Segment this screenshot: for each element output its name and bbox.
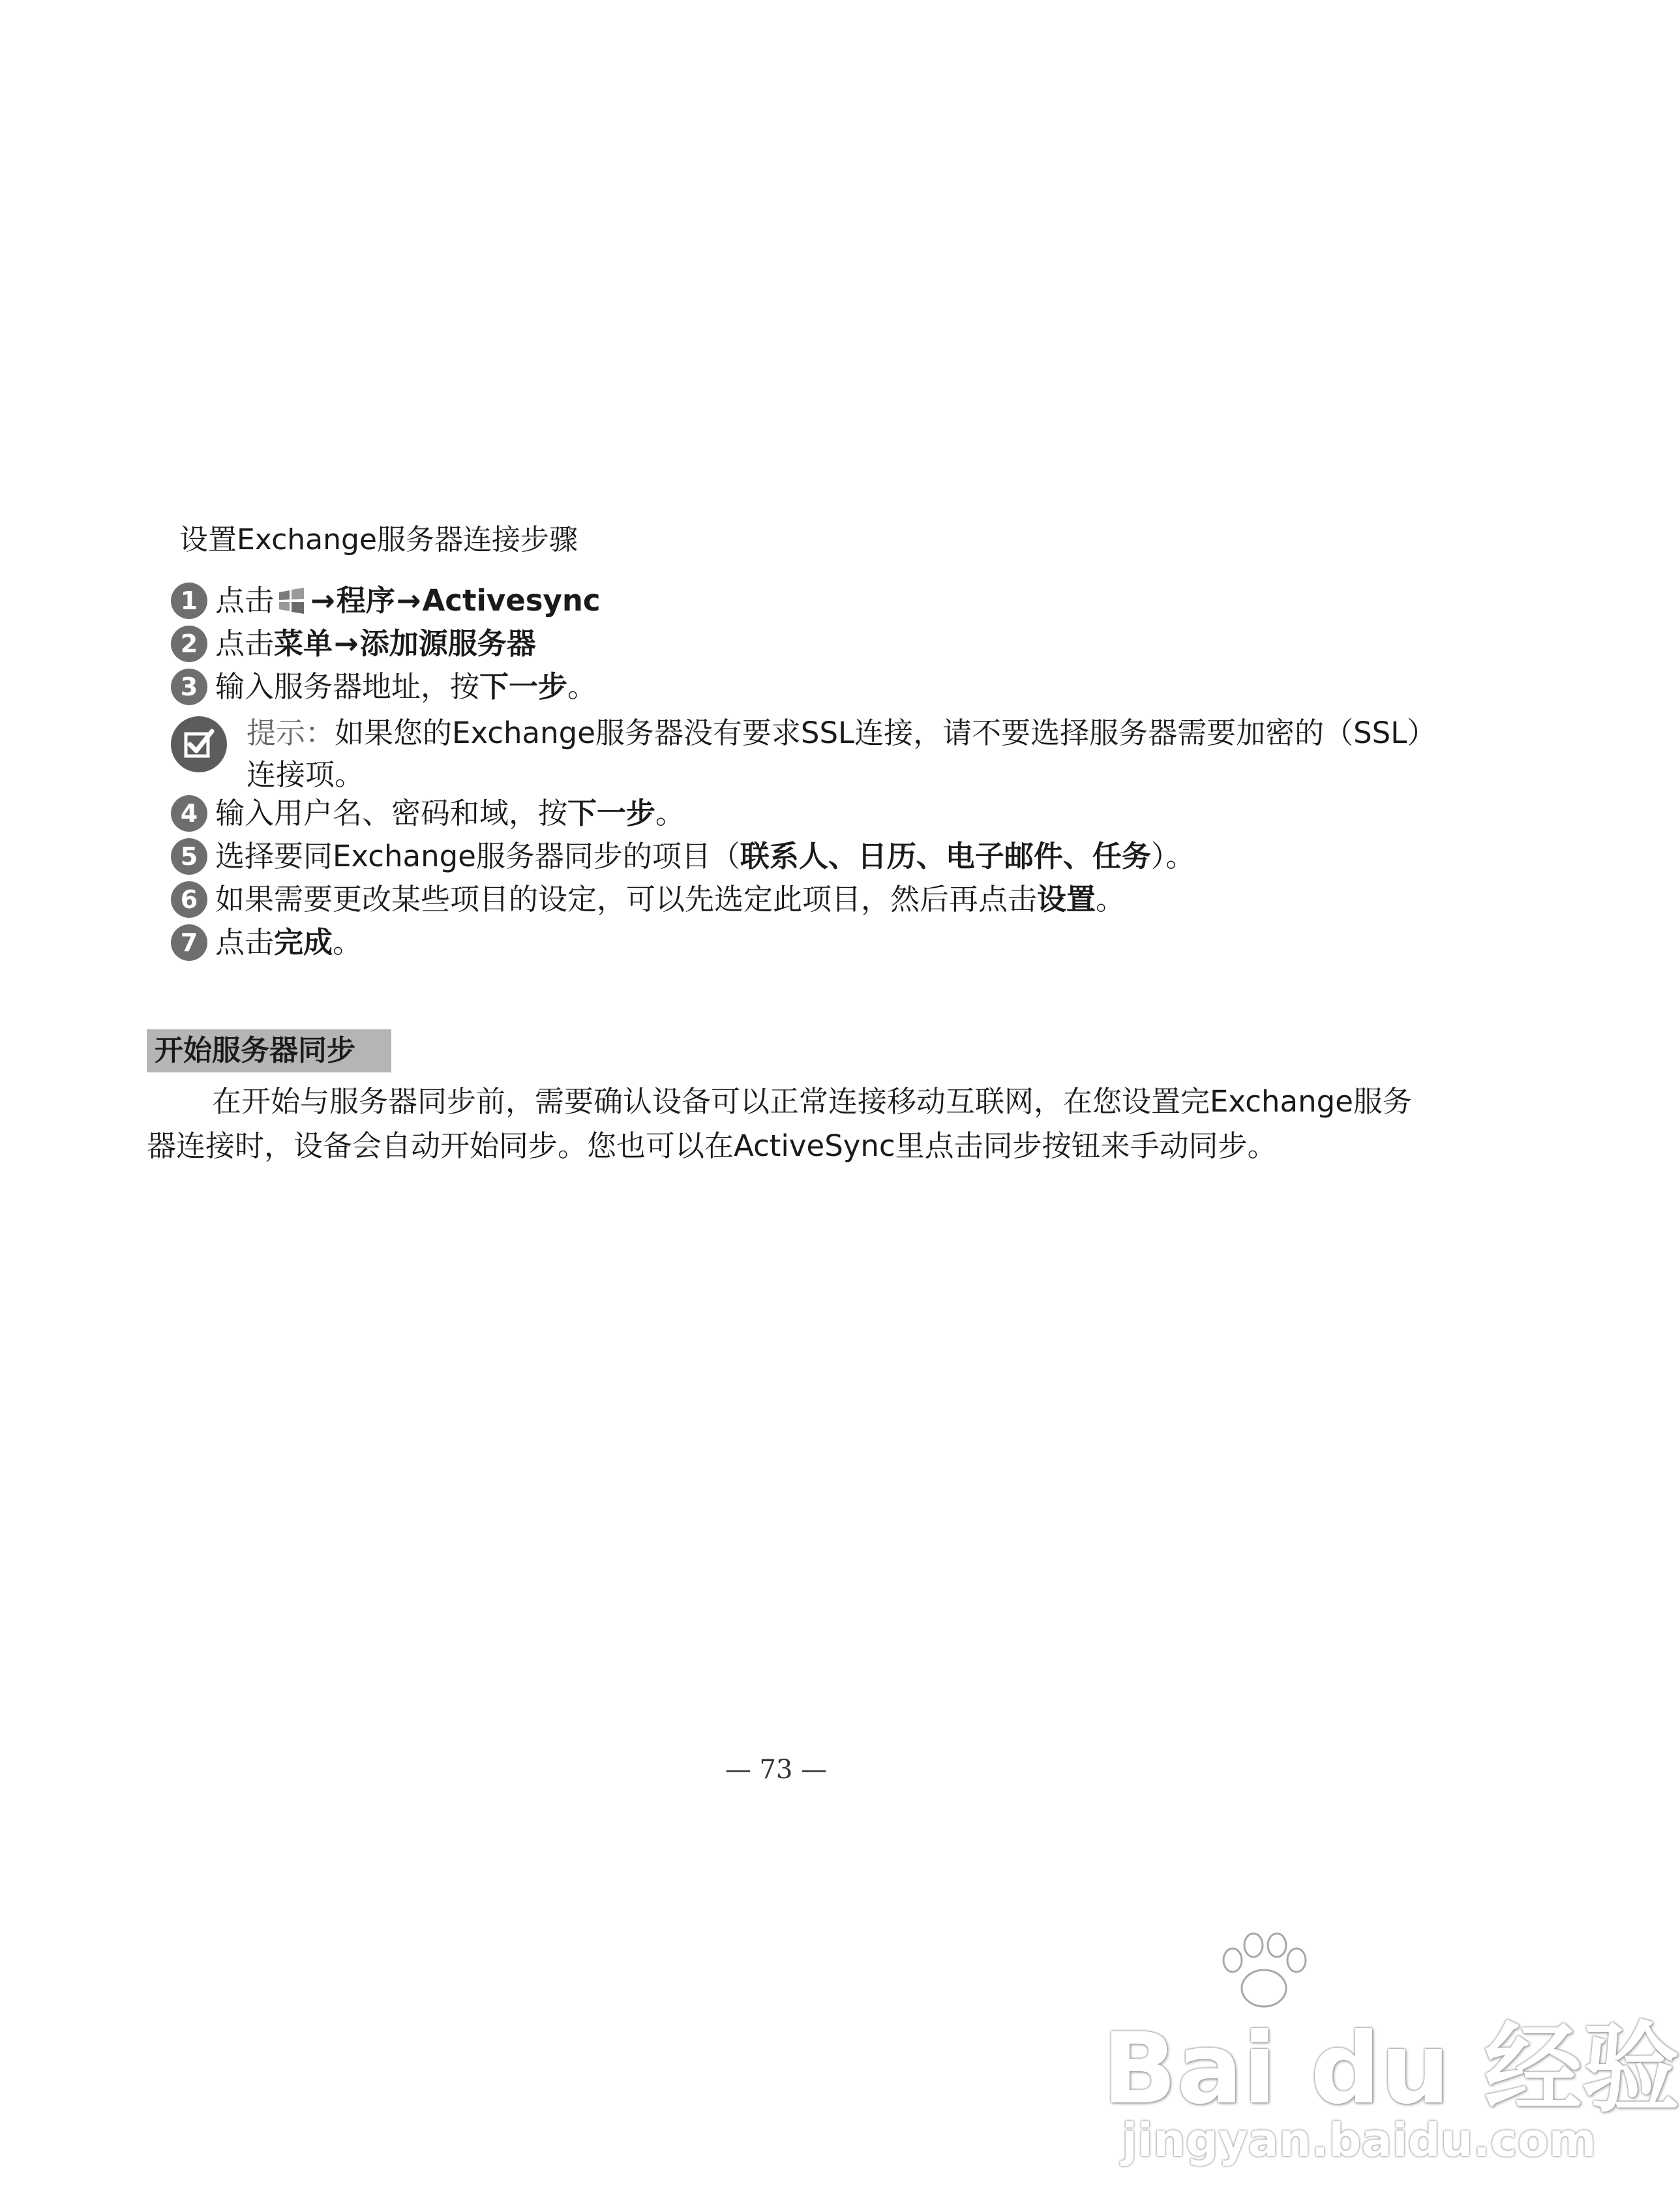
step-2	[171, 622, 536, 665]
steps-heading: 设置Exchange服务器连接步骤	[179, 523, 578, 556]
step-text: 选择要同Exchange服务器同步的项目（	[215, 839, 740, 873]
step-keyword: 程序	[336, 583, 395, 618]
section-title: 开始服务器同步	[147, 1029, 391, 1072]
step-number-badge: 2	[171, 626, 207, 662]
step-keyword: 添加源服务器	[359, 626, 536, 661]
step-number-badge: 5	[171, 838, 207, 875]
step-text: 输入用户名、密码和域，按	[215, 796, 568, 830]
step-1	[171, 579, 601, 622]
checkbox-tip-icon	[171, 716, 227, 772]
watermark-url: jingyan.baidu.com	[1122, 2114, 1597, 2167]
step-keyword: 设置	[1037, 882, 1096, 917]
step-keyword: 联系人、日历、电子邮件、任务	[740, 839, 1151, 873]
step-keyword: 完成	[274, 925, 333, 960]
baidu-watermark-logo: Bai du 经验	[1102, 2012, 1680, 2126]
step-text: 。	[1096, 882, 1126, 917]
step-text: 如果需要更改某些项目的设定，可以先选定此项目，然后再点击	[215, 882, 1038, 917]
step-text: 输入服务器地址，按	[215, 669, 480, 704]
arrow: →	[310, 583, 335, 618]
step-text: 点击	[215, 583, 275, 618]
section-paragraph: 在开始与服务器同步前，需要确认设备可以正常连接移动互联网，在您设置完Exchange服务器连接时，设备会自动开始同步。您也可以在ActiveSync里点击同步按钮来手动同步。	[147, 1084, 1412, 1163]
step-keyword: 下一步	[479, 669, 568, 704]
step-5	[171, 835, 1195, 878]
step-number-badge: 3	[171, 669, 207, 705]
tip-note	[247, 712, 1453, 796]
step-4	[171, 792, 685, 835]
step-text: 。	[567, 669, 597, 704]
tip-body: 如果您的Exchange服务器没有要求SSL连接，请不要选择服务器需要加密的（SSL）连接项。	[247, 716, 1437, 792]
step-keyword: Activesync	[422, 583, 601, 618]
windows-start-icon	[277, 586, 307, 616]
step-text: 点击	[215, 925, 275, 960]
page-number: — 73 —	[725, 1755, 828, 1785]
step-number-badge: 4	[171, 795, 207, 832]
step-3	[171, 665, 597, 708]
step-number-badge: 6	[171, 881, 207, 918]
step-text: 点击	[215, 626, 275, 661]
arrow: →	[396, 583, 421, 618]
arrow: →	[334, 626, 359, 661]
tip-label: 提示：	[247, 716, 335, 750]
step-text: 。	[655, 796, 685, 830]
step-text: 。	[333, 925, 363, 960]
step-number-badge: 7	[171, 924, 207, 961]
step-6	[171, 878, 1125, 921]
step-text: ）。	[1150, 839, 1195, 873]
step-7	[171, 921, 362, 964]
step-keyword: 菜单	[274, 626, 333, 661]
step-number-badge: 1	[171, 583, 207, 619]
step-keyword: 下一步	[567, 796, 656, 830]
